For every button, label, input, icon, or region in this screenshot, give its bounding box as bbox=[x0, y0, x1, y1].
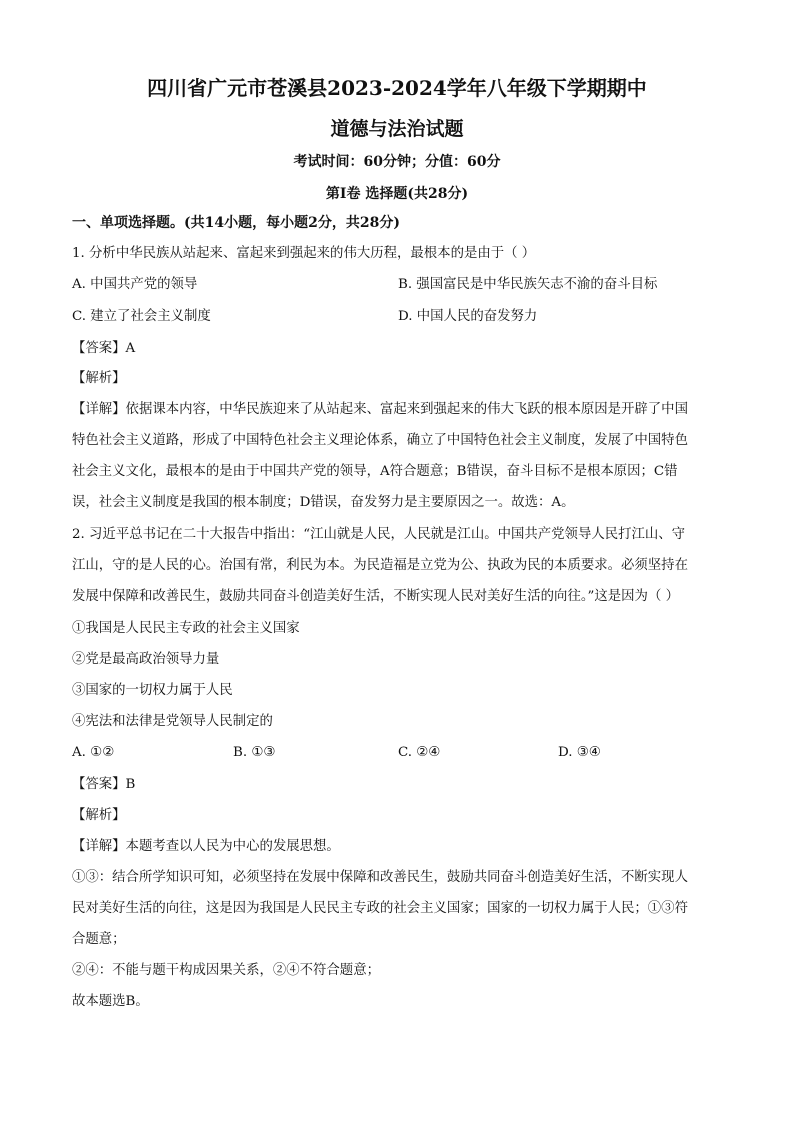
document-title: 四川省广元市苍溪县2023-2024学年八年级下学期期中 bbox=[147, 76, 647, 100]
part-heading: 一、单项选择题。(共14小题，每小题2分，共28分) bbox=[72, 215, 400, 231]
q2-detail-line: 合题意； bbox=[72, 932, 126, 947]
q2-statement-1: ①我国是人民民主专政的社会主义国家 bbox=[72, 621, 300, 636]
q1-option-a: A. 中国共产党的领导 bbox=[72, 277, 198, 292]
document-subtitle: 道德与法治试题 bbox=[330, 118, 464, 140]
q2-option-b: B. ①③ bbox=[233, 745, 276, 760]
q2-detail-line: ①③：结合所学知识可知，必须坚持在发展中保障和改善民生，鼓励共同奋斗创造美好生活，不断实现人 bbox=[72, 870, 688, 885]
q1-option-d: D. 中国人民的奋发努力 bbox=[398, 309, 538, 324]
q1-option-c: C. 建立了社会主义制度 bbox=[72, 309, 211, 324]
q1-detail-line: 误，社会主义制度是我国的根本制度；D错误，奋发努力是主要原因之一。故选：A。 bbox=[72, 495, 575, 510]
q2-option-d: D. ③④ bbox=[558, 745, 601, 760]
question-2-stem-line: 2. 习近平总书记在二十大报告中指出：“江山就是人民，人民就是江山。中国共产党领导人民打江山、守 bbox=[72, 527, 686, 542]
q1-option-b: B. 强国富民是中华民族矢志不渝的奋斗目标 bbox=[398, 277, 658, 292]
q2-statement-4: ④宪法和法律是党领导人民制定的 bbox=[72, 714, 273, 729]
q2-option-c: C. ②④ bbox=[398, 745, 441, 760]
q2-detail-line: 故本题选B。 bbox=[72, 994, 149, 1009]
question-1-stem: 1. 分析中华民族从站起来、富起来到强起来的伟大历程，最根本的是由于（ ） bbox=[72, 246, 536, 261]
q2-option-a: A. ①② bbox=[72, 745, 115, 760]
exam-info: 考试时间：60分钟；分值：60分 bbox=[293, 154, 501, 170]
q1-analysis-label: 【解析】 bbox=[72, 371, 126, 386]
q2-detail-line: ②④：不能与题干构成因果关系，②④不符合题意； bbox=[72, 963, 380, 978]
q2-statement-2: ②党是最高政治领导力量 bbox=[72, 652, 220, 667]
section-title: 第Ⅰ卷 选择题(共28分) bbox=[325, 186, 469, 202]
q1-detail-line: 【详解】依据课本内容，中华民族迎来了从站起来、富起来到强起来的伟大飞跃的根本原因是开辟了中国 bbox=[72, 402, 688, 417]
q2-detail-line: 【详解】本题考查以人民为中心的发展思想。 bbox=[72, 839, 340, 854]
q1-detail-line: 社会主义文化，最根本的是由于中国共产党的领导，A符合题意；B错误，奋斗目标不是根本原因；C错 bbox=[72, 464, 678, 479]
question-2-stem-line: 江山，守的是人民的心。治国有常，利民为本。为民造福是立党为公、执政为民的本质要求。必须坚持在 bbox=[72, 558, 688, 573]
q2-detail-line: 民对美好生活的向往，这是因为我国是人民民主专政的社会主义国家；国家的一切权力属于人民；①③符 bbox=[72, 901, 688, 916]
q2-answer: 【答案】B bbox=[72, 777, 136, 792]
q1-answer: 【答案】A bbox=[72, 341, 136, 356]
question-2-stem-line: 发展中保障和改善民生，鼓励共同奋斗创造美好生活，不断实现人民对美好生活的向往。”这是因为（ ） bbox=[72, 589, 679, 604]
q2-analysis-label: 【解析】 bbox=[72, 808, 126, 823]
q1-detail-line: 特色社会主义道路，形成了中国特色社会主义理论体系，确立了中国特色社会主义制度，发展了中国特色 bbox=[72, 433, 688, 448]
q2-statement-3: ③国家的一切权力属于人民 bbox=[72, 683, 233, 698]
